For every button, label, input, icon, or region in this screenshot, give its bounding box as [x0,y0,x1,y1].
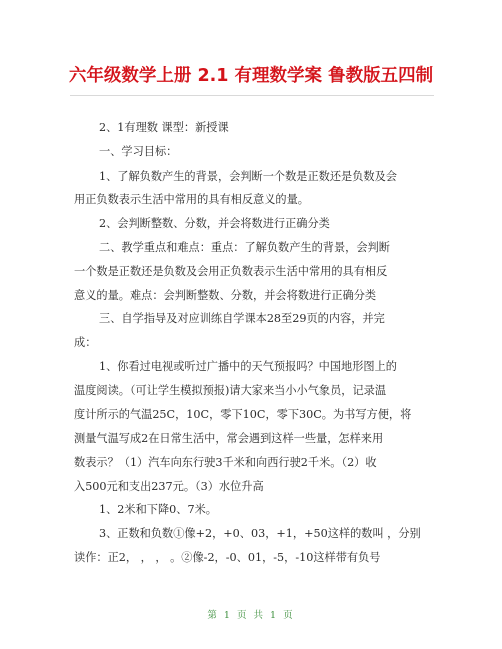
text-line: 用正负数表示生活中常用的具有相反意义的量。 [74,193,309,206]
text-line: 温度阅读。（可让学生模拟预报)请大家来当小小气象员，记录温 [74,384,387,397]
page-footer: 第 1 页 共 1 页 [207,610,295,621]
text-line: 1、你看过电视或听过广播中的天气预报吗？中国地形图上的 [99,360,397,373]
text-line: 成： [74,336,97,349]
text-line: 三、自学指导及对应训练自学课本28至29页的内容，并完 [99,312,385,325]
text-line: 2、会判断整数、分数，并会将数进行正确分类 [99,217,330,230]
text-line: 一个数是正数还是负数及会用正负数表示生活中常用的具有相反 [74,265,388,278]
text-line: 1、了解负数产生的背景，会判断一个数是正数还是负数及会 [99,170,397,183]
text-line: 2、1有理数 课型：新授课 [99,121,229,134]
title-divider [70,95,434,96]
text-line: 意义的量。难点：会判断整数、分数，并会将数进行正确分类 [74,289,377,302]
text-line: 测量气温写成2在日常生活中，常会遇到这样一些量，怎样来用 [74,432,384,445]
text-line: 数表示？（1）汽车向东行驶3千米和向西行驶2千米。（2）收 [74,456,377,469]
text-line: 3、正数和负数①像+2，+0、03，+1，+50这样的数叫 ，分别 [99,527,421,540]
text-line: 二、教学重点和难点：重点：了解负数产生的背景，会判断 [99,241,390,254]
text-line: 1、2米和下降0、7米。 [99,503,217,516]
text-line: 度计所示的气温25C，10C，零下10C，零下30C。为书写方便，将 [74,408,412,421]
text-line: 读作：正2， ， ， 。②像-2，-0、01，-5，-10这样带有负号 [74,551,381,564]
document-title: 六年级数学上册 2.1 有理数学案 鲁教版五四制 [68,66,434,86]
text-line: 入500元和支出237元。（3）水位升高 [74,480,264,493]
text-line: 一、学习目标： [99,145,178,158]
